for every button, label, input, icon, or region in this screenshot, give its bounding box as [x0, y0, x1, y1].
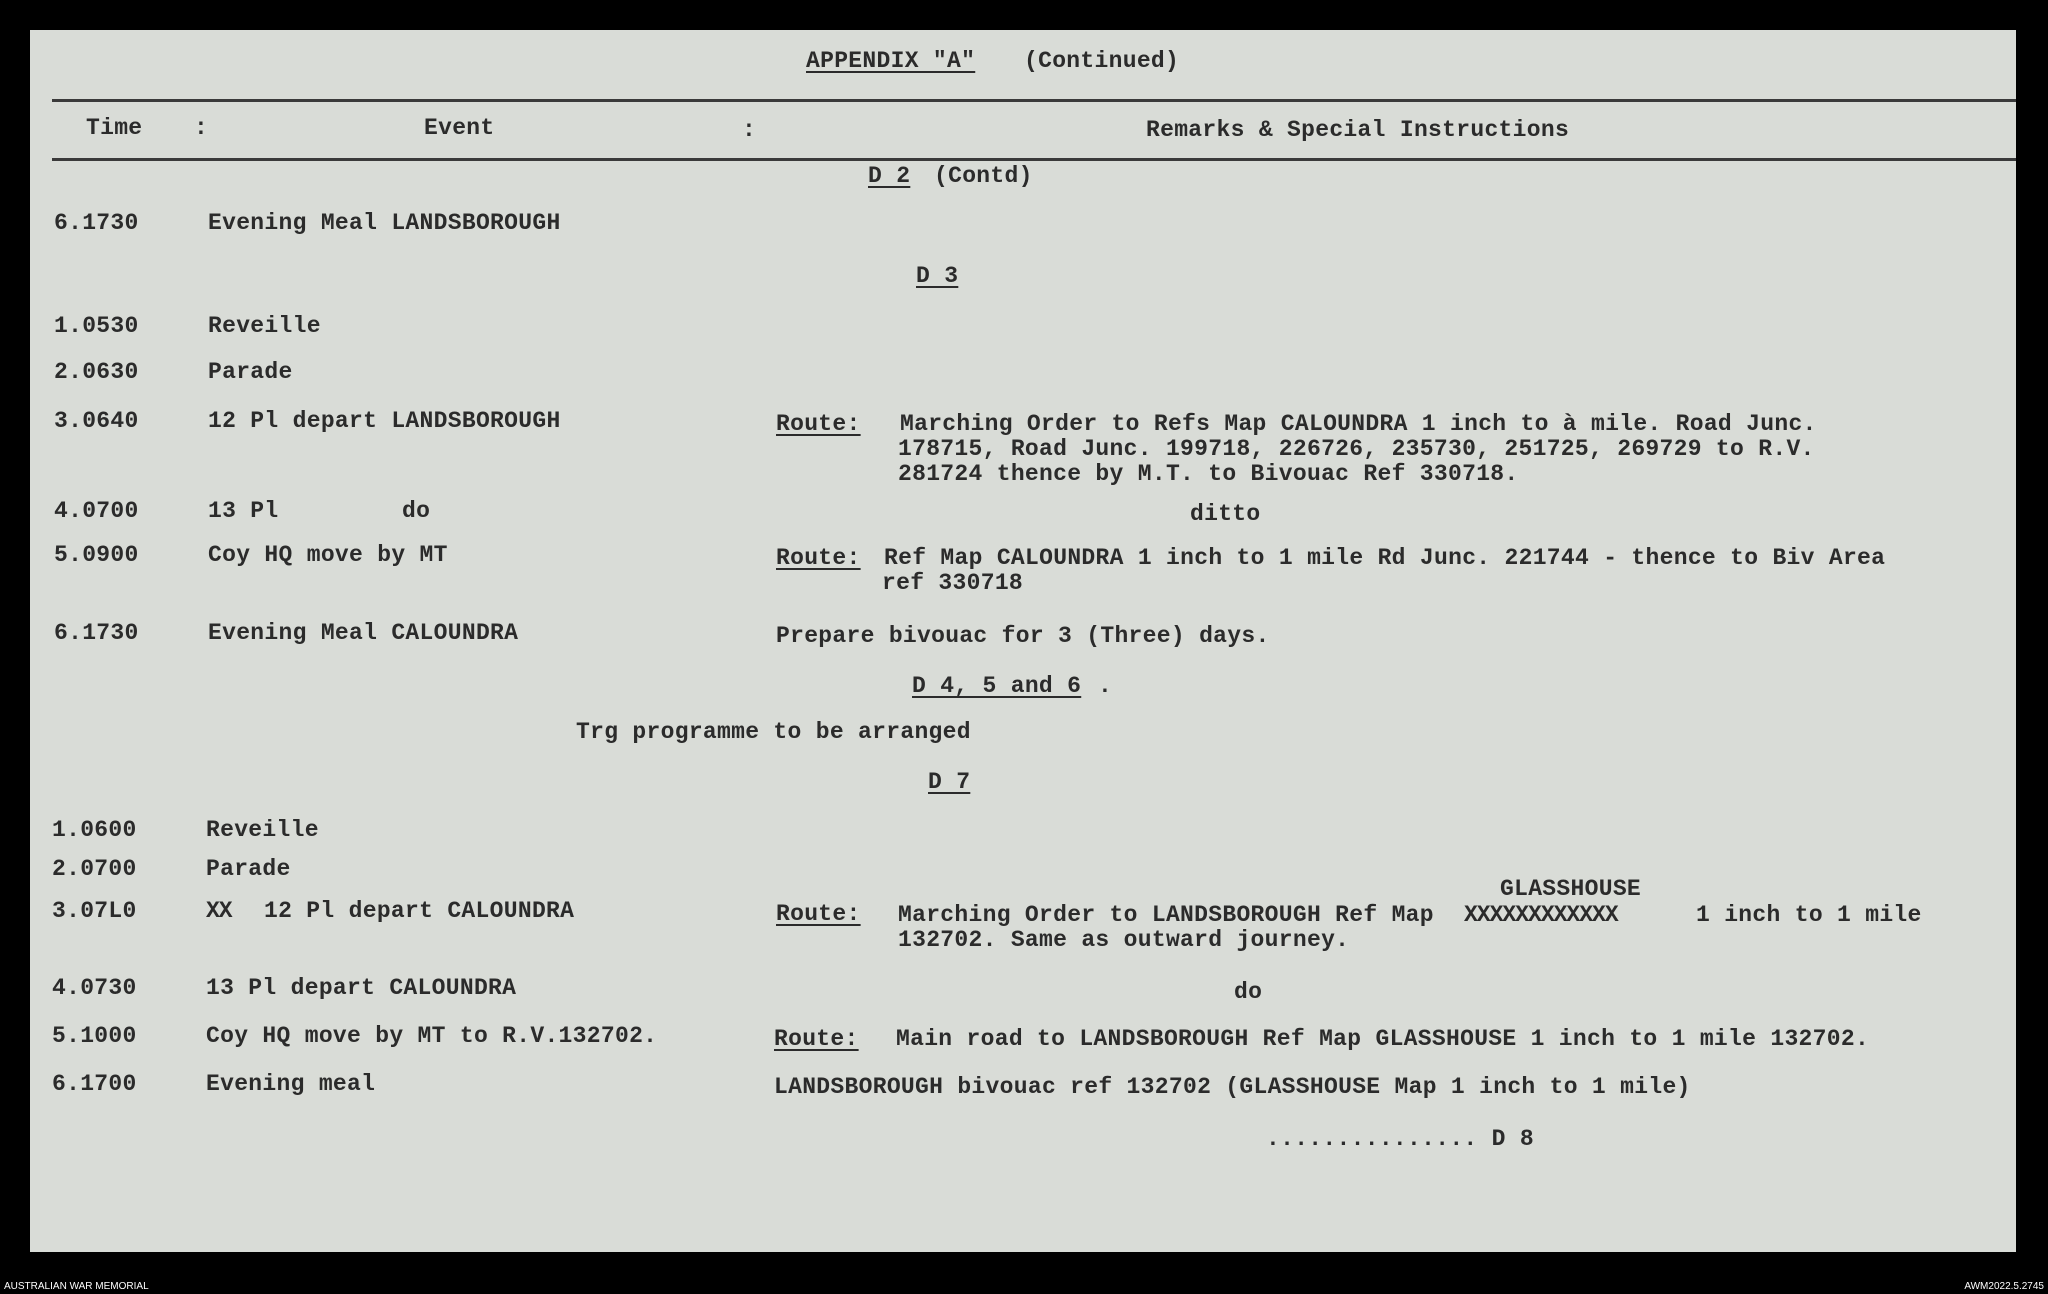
column-header-time: Time [86, 115, 143, 141]
day-heading-d2-suffix: (Contd) [934, 163, 1033, 189]
heading-period: . [1098, 673, 1113, 699]
header-rule-bottom [52, 158, 2016, 161]
footer-credit: AUSTRALIAN WAR MEMORIAL [4, 1281, 149, 1292]
time-cell: 3.07L0 [52, 898, 137, 924]
day-heading-d2: D 2 [868, 163, 911, 189]
day-heading-d3: D 3 [916, 263, 959, 289]
remark-line: 178715, Road Junc. 199718, 226726, 235730, 251725, 269729 to R.V. [898, 436, 1815, 462]
column-header-event: Event [424, 115, 495, 141]
time-cell: 2.0630 [54, 359, 139, 385]
remark-line: Marching Order to LANDSBOROUGH Ref Map [898, 902, 1434, 928]
time-cell: 5.1000 [52, 1023, 137, 1049]
time-cell: 1.0600 [52, 817, 137, 843]
event-cell: Evening Meal CALOUNDRA [208, 620, 519, 646]
time-cell: 6.1700 [52, 1071, 137, 1097]
appendix-continued: (Continued) [1024, 48, 1180, 74]
column-header-remarks: Remarks & Special Instructions [1146, 117, 1570, 143]
continuation-marker: ............... D 8 [1266, 1126, 1534, 1152]
remark-line: Marching Order to Refs Map CALOUNDRA 1 inch to à mile. Road Junc. [900, 411, 1817, 437]
struck-out-text: XX [206, 898, 232, 924]
event-cell: Evening Meal LANDSBOROUGH [208, 210, 561, 236]
remark-cell: Main road to LANDSBOROUGH Ref Map GLASSHOUSE 1 inch to 1 mile 132702. [896, 1026, 1870, 1052]
header-rule-top [52, 99, 2016, 102]
time-cell: 4.0730 [52, 975, 137, 1001]
event-cell: Parade [206, 856, 291, 882]
event-cell: Coy HQ move by MT [208, 542, 448, 568]
event-cell: 12 Pl depart CALOUNDRA [264, 898, 575, 924]
column-separator: : [194, 115, 209, 141]
route-label: Route: [776, 901, 861, 927]
footer-accession-number: AWM2022.5.2745 [1964, 1281, 2044, 1292]
remark-cell: LANDSBOROUGH bivouac ref 132702 (GLASSHOUSE Map 1 inch to 1 mile) [774, 1074, 1691, 1100]
time-cell: 1.0530 [54, 313, 139, 339]
route-label: Route: [776, 545, 861, 571]
remark-line: 132702. Same as outward journey. [898, 927, 1350, 953]
remark-line: 281724 thence by M.T. to Bivouac Ref 330718. [898, 461, 1519, 487]
handwritten-insertion: GLASSHOUSE [1500, 876, 1642, 902]
training-note: Trg programme to be arranged [576, 719, 971, 745]
remark-line: Ref Map CALOUNDRA 1 inch to 1 mile Rd Junc. 221744 - thence to Biv Area [884, 545, 1886, 571]
remark-cell: ditto [1190, 501, 1261, 527]
appendix-title: APPENDIX "A" [806, 48, 976, 74]
struck-out-text: XXXXXXXXXXXX [1464, 902, 1618, 928]
event-cell: Evening meal [206, 1071, 376, 1097]
route-label: Route: [774, 1026, 859, 1052]
event-cell: 13 Pl depart CALOUNDRA [206, 975, 517, 1001]
time-cell: 6.1730 [54, 210, 139, 236]
route-label: Route: [776, 411, 861, 437]
time-cell: 3.0640 [54, 408, 139, 434]
day-heading-d4-5-6: D 4, 5 and 6 [912, 673, 1082, 699]
remark-line: ref 330718 [882, 570, 1024, 596]
remark-cell: do [1234, 979, 1263, 1005]
time-cell: 2.0700 [52, 856, 137, 882]
time-cell: 5.0900 [54, 542, 139, 568]
event-cell: 12 Pl depart LANDSBOROUGH [208, 408, 561, 434]
time-cell: 6.1730 [54, 620, 139, 646]
time-cell: 4.0700 [54, 498, 139, 524]
event-cell: Parade [208, 359, 293, 385]
document-page [30, 30, 2016, 1252]
remark-cell: Prepare bivouac for 3 (Three) days. [776, 623, 1270, 649]
event-cell: 13 Pl [208, 498, 279, 524]
event-cell: Reveille [206, 817, 319, 843]
event-cell: Reveille [208, 313, 321, 339]
day-heading-d7: D 7 [928, 769, 971, 795]
column-separator: : [742, 117, 757, 143]
event-cell: Coy HQ move by MT to R.V.132702. [206, 1023, 658, 1049]
remark-line: 1 inch to 1 mile [1696, 902, 1922, 928]
event-ditto-mark: do [402, 498, 431, 524]
